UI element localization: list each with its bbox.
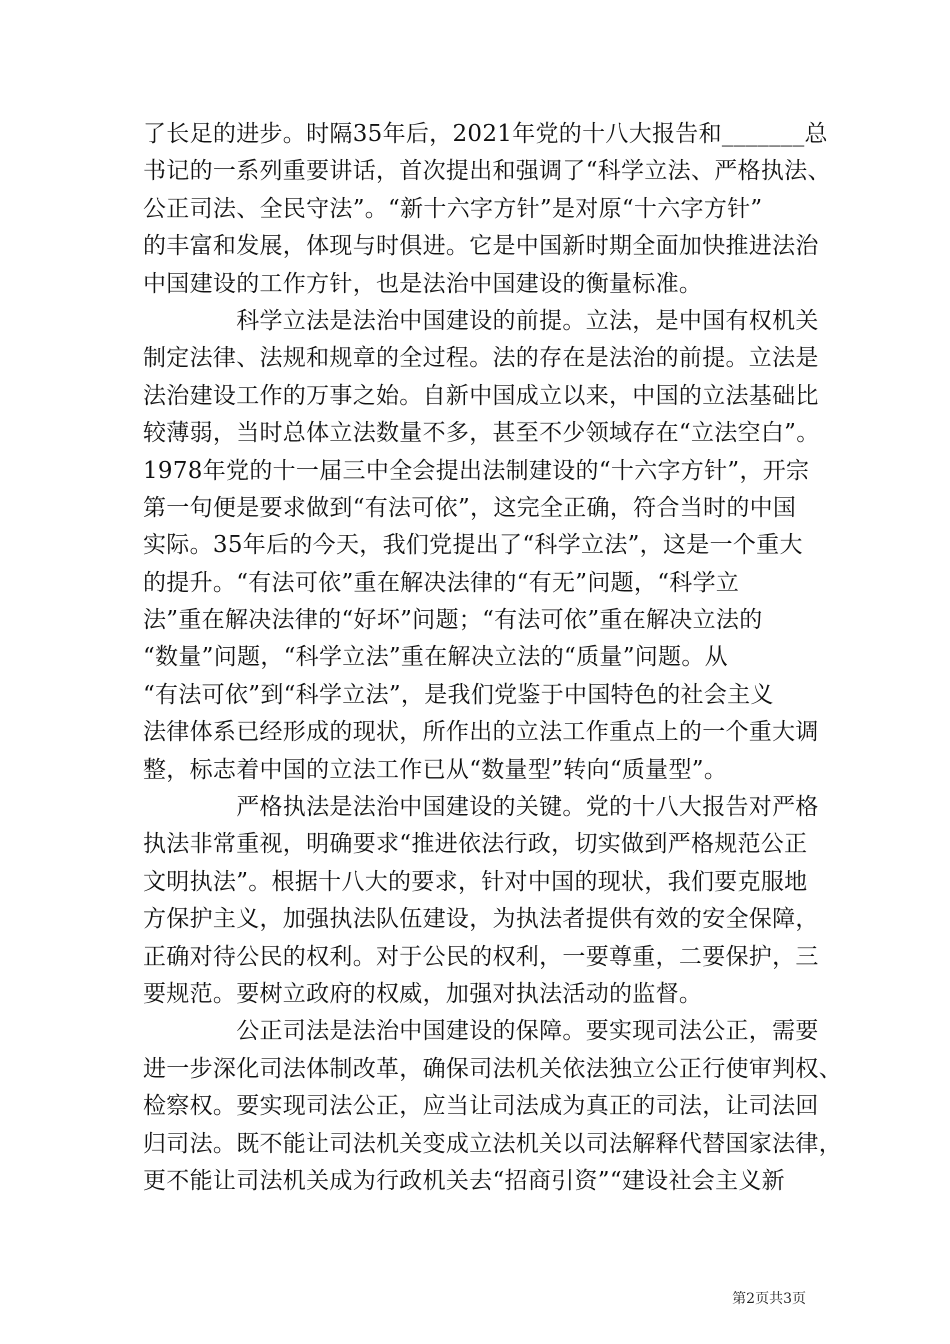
text-line: 第一句便是要求做到“有法可依”，这完全正确，符合当时的中国 xyxy=(143,494,797,521)
text-line: 更不能让司法机关成为行政机关去“招商引资”“建设社会主义新 xyxy=(143,1167,785,1194)
page-number: 第2页共3页 xyxy=(732,1291,806,1307)
text-line: 执法非常重视，明确要求“推进依法行政，切实做到严格规范公正 xyxy=(143,831,808,858)
text-line: 正确对待公民的权利。对于公民的权利，一要尊重，二要保护，三 xyxy=(143,943,819,970)
text-line: 公正司法、全民守法”。“新十六字方针”是对原“十六字方针” xyxy=(143,195,763,222)
body-text xyxy=(143,116,842,1200)
text-line: 归司法。既不能让司法机关变成立法机关以司法解释代替国家法律， xyxy=(143,1130,842,1157)
text-line: 法律体系已经形成的现状，所作出的立法工作重点上的一个重大调 xyxy=(143,719,819,746)
text-line: 要规范。要树立政府的权威，加强对执法活动的监督。 xyxy=(143,980,703,1007)
text-line: 科学立法是法治中国建设的前提。立法，是中国有权机关 xyxy=(143,307,819,334)
text-line: 检察权。要实现司法公正，应当让司法成为真正的司法，让司法回 xyxy=(143,1093,819,1120)
text-line: 制定法律、法规和规章的全过程。法的存在是法治的前提。立法是 xyxy=(143,345,819,372)
text-line: 了长足的进步。时隔35年后，2021年党的十八大报告和_______总 xyxy=(143,121,828,147)
text-line: “数量”问题，“科学立法”重在解决立法的“质量”问题。从 xyxy=(143,644,728,671)
text-line: 中国建设的工作方针，也是法治中国建设的衡量标准。 xyxy=(143,270,703,297)
text-line: 公正司法是法治中国建设的保障。要实现司法公正，需要 xyxy=(143,1018,819,1045)
text-line: 严格执法是法治中国建设的关键。党的十八大报告对严格 xyxy=(143,794,819,821)
text-line: 实际。35年后的今天，我们党提出了“科学立法”，这是一个重大 xyxy=(143,532,803,559)
text-line: 整，标志着中国的立法工作已从“数量型”转向“质量型”。 xyxy=(143,756,728,783)
text-line: 的提升。“有法可依”重在解决法律的“有无”问题，“科学立 xyxy=(143,569,740,596)
text-line: 方保护主义，加强执法队伍建设，为执法者提供有效的安全保障， xyxy=(143,906,819,933)
text-line: 较薄弱，当时总体立法数量不多，甚至不少领域存在“立法空白”。 xyxy=(143,420,820,447)
text-line: 的丰富和发展，体现与时俱进。它是中国新时期全面加快推进法治 xyxy=(143,233,819,260)
text-line: 进一步深化司法体制改革，确保司法机关依法独立公正行使审判权、 xyxy=(143,1055,842,1082)
text-line: “有法可依”到“科学立法”，是我们党鉴于中国特色的社会主义 xyxy=(143,681,774,708)
text-line: 书记的一系列重要讲话，首次提出和强调了“科学立法、严格执法、 xyxy=(143,158,831,185)
text-line: 1978年党的十一届三中全会提出法制建设的“十六字方针”，开宗 xyxy=(143,457,810,484)
text-line: 法治建设工作的万事之始。自新中国成立以来，中国的立法基础比 xyxy=(143,382,819,409)
text-line: 文明执法”。根据十八大的要求，针对中国的现状，我们要克服地 xyxy=(143,868,808,895)
text-line: 法”重在解决法律的“好坏”问题；“有法可依”重在解决立法的 xyxy=(143,607,763,634)
